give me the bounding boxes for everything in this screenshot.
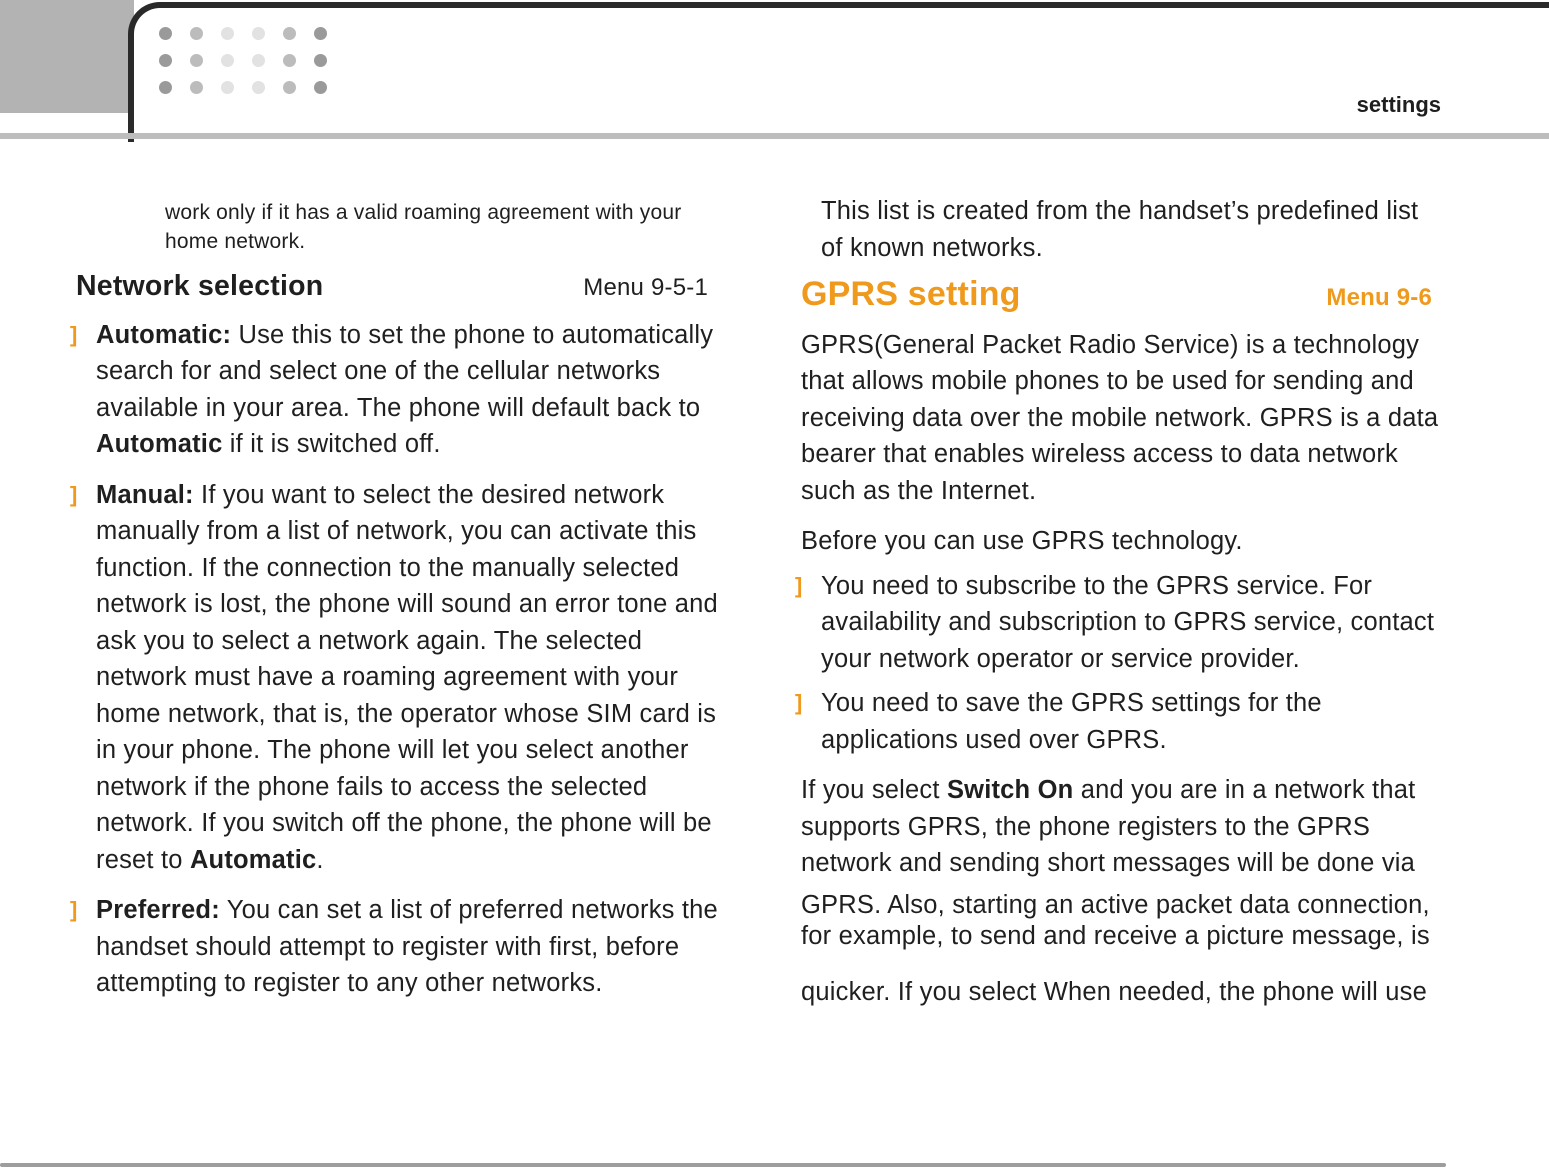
network-selection-heading: Network selection bbox=[76, 270, 324, 302]
decorative-dot bbox=[190, 54, 203, 67]
decorative-dot bbox=[283, 81, 296, 94]
automatic-item bbox=[70, 317, 724, 463]
decorative-dot bbox=[314, 27, 327, 40]
automatic-label: Automatic: bbox=[96, 320, 232, 349]
bullet-marker: ] bbox=[70, 897, 78, 922]
gprs-heading: GPRS setting bbox=[801, 275, 1021, 313]
preferred-item bbox=[70, 892, 724, 1002]
continued-text: This list is created from the handset’s predefined list of known networks. bbox=[821, 197, 1419, 262]
decorative-dot bbox=[252, 27, 265, 40]
manual-bold-word: Automatic bbox=[189, 845, 317, 874]
switch-on-paragraph bbox=[801, 772, 1446, 882]
bullet-marker: ] bbox=[795, 690, 803, 715]
left-column bbox=[70, 198, 724, 1002]
manual-label: Manual: bbox=[96, 480, 194, 509]
footer-rule bbox=[0, 1163, 1446, 1167]
bullet-marker: ] bbox=[795, 572, 803, 598]
header-plate bbox=[128, 2, 1549, 142]
switch-on-lead: If you select bbox=[801, 776, 947, 804]
right-column bbox=[795, 193, 1446, 1010]
header-rule bbox=[0, 133, 1549, 139]
gprs-menu-ref: Menu 9-6 bbox=[1326, 284, 1432, 311]
network-selection-heading-row bbox=[76, 268, 724, 307]
automatic-text: Use this to set the phone to automatically search for and select one of the cellular networks available in your area. The phone will default back to bbox=[96, 320, 714, 422]
decorative-dot bbox=[159, 81, 172, 94]
decorative-dot bbox=[314, 81, 327, 94]
gprs-bullet-subscribe bbox=[795, 568, 1446, 678]
gprs-bullet-settings bbox=[795, 685, 1446, 758]
intro-text: work only if it has a valid roaming agreement with your home network. bbox=[165, 201, 682, 253]
decorative-dot bbox=[283, 54, 296, 67]
decorative-dot bbox=[221, 54, 234, 67]
gprs-packet-paragraph: GPRS. Also, starting an active packet data connection, for example, to send and receive a picture message, is bbox=[801, 890, 1430, 950]
decorative-dot bbox=[221, 81, 234, 94]
switch-on-rest: and you are in a network that supports GPRS, the phone registers to the GPRS network and sending short messages will be done via bbox=[801, 776, 1416, 877]
automatic-bold-word: Automatic bbox=[96, 430, 223, 458]
automatic-tail: if it is switched off. bbox=[222, 430, 441, 458]
decorative-dot bbox=[190, 27, 203, 40]
gprs-bullet-settings-text: You need to save the GPRS settings for the applications used over GPRS. bbox=[821, 689, 1322, 754]
decorative-dot-grid bbox=[159, 27, 327, 94]
decorative-dot bbox=[159, 54, 172, 67]
bullet-marker: ] bbox=[70, 481, 78, 507]
network-selection-menu-ref: Menu 9-5-1 bbox=[583, 274, 708, 301]
gprs-bullet-subscribe-text: You need to subscribe to the GPRS service. For availability and subscription to GPRS service, contact your network operator or service provider. bbox=[821, 571, 1435, 673]
section-title: settings bbox=[1356, 92, 1441, 117]
gprs-heading-row bbox=[801, 276, 1446, 317]
gprs-prerequisite: Before you can use GPRS technology. bbox=[801, 527, 1243, 555]
preferred-label: Preferred: bbox=[96, 896, 220, 924]
switch-on-bold: Switch On bbox=[946, 776, 1074, 804]
manual-item bbox=[70, 477, 724, 879]
decorative-dot bbox=[221, 27, 234, 40]
decorative-dot bbox=[283, 27, 296, 40]
header-tab bbox=[0, 0, 134, 113]
bullet-marker: ] bbox=[70, 321, 78, 347]
decorative-dot bbox=[252, 81, 265, 94]
decorative-dot bbox=[314, 54, 327, 67]
decorative-dot bbox=[159, 27, 172, 40]
decorative-dot bbox=[252, 54, 265, 67]
manual-text: If you want to select the desired network manually from a list of network, you can activate this function. If the connection to the manually selected network is lost, the phone will sound an error tone and ask you to select a network again. The selected network must have a roaming agreement with your home network, that is, the operator whose SIM card is in your phone. The phone will let you select another network if the phone fails to access the selected network. If you switch off the phone, the phone will be reset to bbox=[96, 480, 718, 874]
preferred-text: You can set a list of preferred networks the handset should attempt to register with first, before attempting to register to any other networks. bbox=[96, 896, 718, 997]
when-needed-paragraph: quicker. If you select When needed, the phone will use bbox=[801, 977, 1428, 1006]
decorative-dot bbox=[190, 81, 203, 94]
manual-tail: . bbox=[316, 845, 324, 874]
gprs-description: GPRS(General Packet Radio Service) is a technology that allows mobile phones to be used for sending and receiving data over the mobile network. GPRS is a data bearer that enables wireless access to data network such as the Internet. bbox=[801, 330, 1439, 505]
